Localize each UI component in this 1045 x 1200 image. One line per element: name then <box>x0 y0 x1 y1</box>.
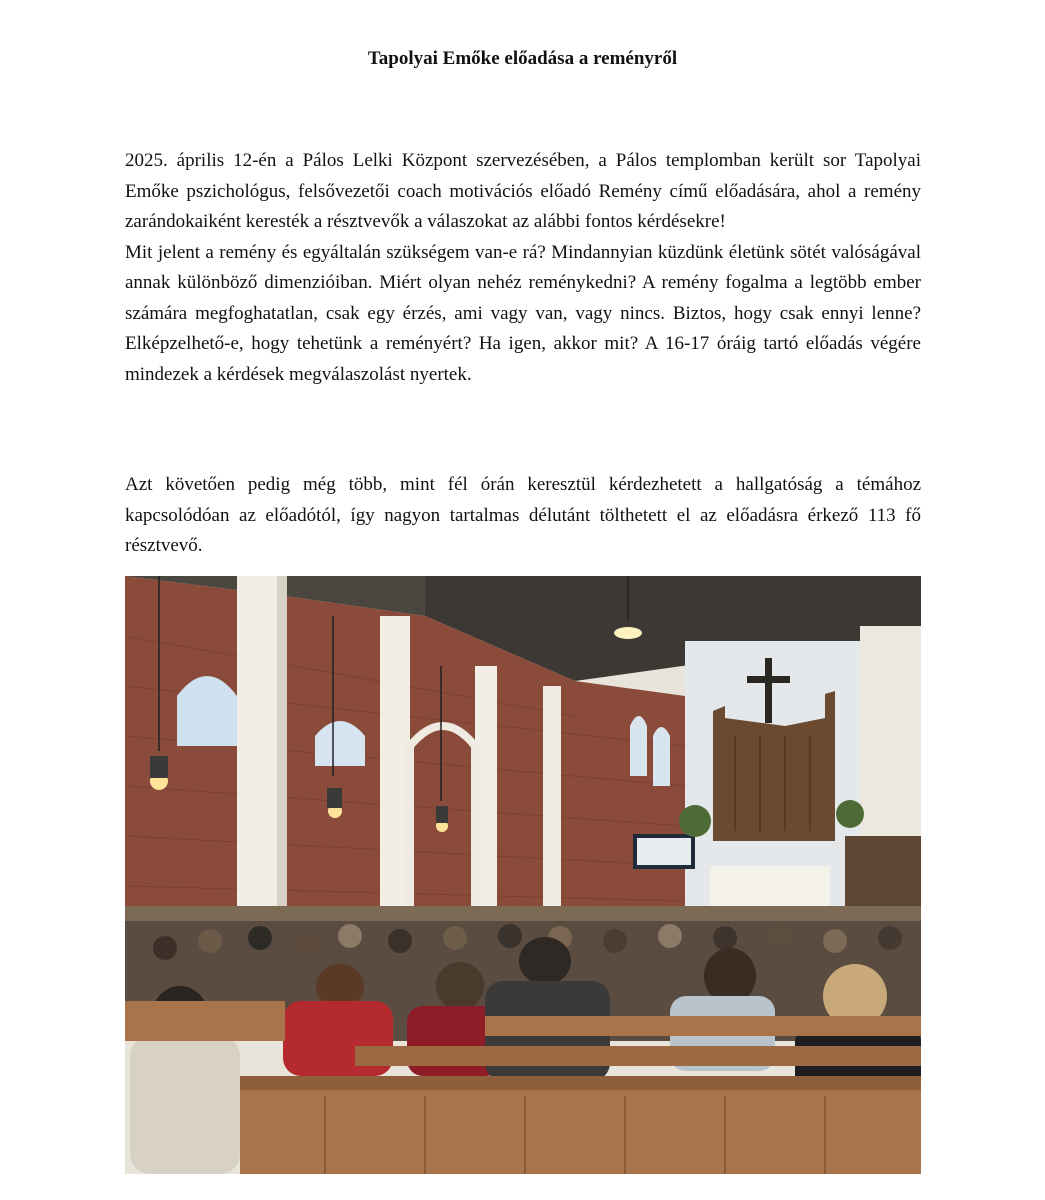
paragraph-3: Azt követően pedig még több, mint fél órán keresztül kérdezhetett a hallgatóság a témához kapcsolódóan az előadótól, így nagyon tartalmas délutánt tölthetett el az előadásra érkező 113 fő résztvevő. <box>125 474 921 556</box>
body-text <box>125 146 921 390</box>
page-title: Tapolyai Emőke előadása a reményről <box>367 48 678 69</box>
church-lecture-photo <box>125 576 921 1174</box>
paragraph-2: Mit jelent a remény és egyáltalán szükségem van-e rá? Mindannyian küzdünk életünk sötét valóságával annak különböző dimenzióiban. Miért olyan nehéz reménykedni? A remény fogalma a legtöbb ember számára megfoghatatlan, csak egy érzés, ami vagy van, vagy nincs. Biztos, hogy csak ennyi lenne? Elképzelhető-e, hogy tehetünk a reményért? Ha igen, akkor mit? A 16-17 óráig tartó előadás végére mindezek a kérdések megválaszolást nyertek. <box>125 241 921 385</box>
paragraph-1: 2025. április 12-én a Pálos Lelki Központ szervezésében, a Pálos templomban került sor Tapolyai Emőke pszichológus, felsővezetői coach motivációs előadó Remény című előadására, ahol a remény zarándokaiként keresték a résztvevők a válaszokat az alábbi fontos kérdésekre! <box>125 150 921 232</box>
